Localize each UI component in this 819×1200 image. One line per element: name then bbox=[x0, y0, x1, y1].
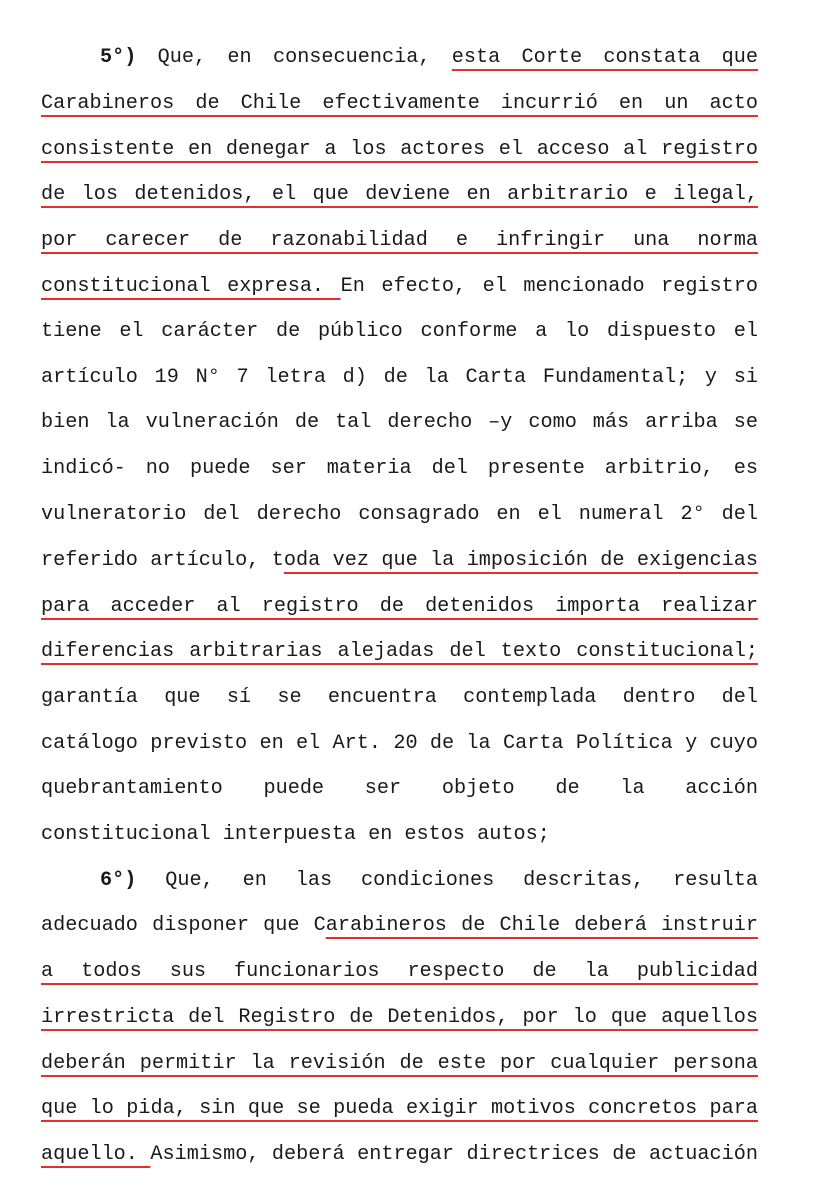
underlined-text: esta Corte constata que bbox=[451, 46, 758, 69]
text-line bbox=[41, 1006, 758, 1030]
underlined-text: deberán permitir la revisión de este por cualquier persona bbox=[41, 1052, 758, 1075]
text-segment: bien la vulneración de tal derecho –y como más arriba se bbox=[41, 411, 758, 434]
underlined-text: irrestricta del Registro de Detenidos, por lo que aquellos bbox=[41, 1006, 758, 1029]
underlined-text: que lo pida, sin que se pueda exigir motivos concretos para bbox=[41, 1097, 758, 1120]
text-line bbox=[100, 46, 758, 70]
text-line bbox=[41, 366, 758, 390]
text-line bbox=[41, 229, 758, 253]
text-segment: catálogo previsto en el Art. 20 de la Carta Política y cuyo bbox=[41, 732, 758, 755]
underlined-text: de los detenidos, el que deviene en arbitrario e ilegal, bbox=[41, 183, 758, 206]
text-line bbox=[100, 869, 758, 893]
text-segment: artículo 19 N° 7 letra d) de la Carta Fundamental; y si bbox=[41, 366, 758, 389]
text-segment: quebrantamiento puede ser objeto de la acción bbox=[41, 777, 758, 800]
underlined-text: oda vez que la imposición de exigencias bbox=[283, 549, 758, 572]
underlined-text: consistente en denegar a los actores el acceso al registro bbox=[41, 138, 758, 161]
text-segment: adecuado disponer que C bbox=[41, 914, 326, 937]
text-line bbox=[41, 914, 758, 938]
text-segment: indicó- no puede ser materia del presente arbitrio, es bbox=[41, 457, 758, 480]
underlined-text: a todos sus funcionarios respecto de la publicidad bbox=[41, 960, 758, 983]
underlined-text: Carabineros de Chile efectivamente incurrió en un acto bbox=[41, 92, 758, 115]
paragraph-number: 5°) bbox=[100, 46, 137, 69]
text-line bbox=[41, 732, 758, 756]
text-line bbox=[41, 320, 758, 344]
underlined-text: por carecer de razonabilidad e infringir una norma bbox=[41, 229, 758, 252]
text-segment: Asimismo, deberá entregar directrices de actuación bbox=[150, 1143, 758, 1166]
text-line bbox=[41, 960, 758, 984]
text-segment: garantía que sí se encuentra contemplada dentro del bbox=[41, 686, 758, 709]
text-segment: referido artículo, t bbox=[41, 549, 284, 572]
text-line bbox=[41, 777, 758, 801]
text-line bbox=[41, 1143, 758, 1167]
underlined-text: diferencias arbitrarias alejadas del texto constitucional; bbox=[41, 640, 758, 663]
underlined-text: arabineros de Chile deberá instruir bbox=[325, 914, 758, 937]
text-line bbox=[41, 823, 758, 847]
text-line bbox=[41, 1052, 758, 1076]
paragraph-number: 6°) bbox=[100, 869, 137, 892]
text-line bbox=[41, 503, 758, 527]
text-line bbox=[41, 92, 758, 116]
text-segment: Que, en las condiciones descritas, resulta bbox=[136, 869, 758, 892]
underlined-text: para acceder al registro de detenidos importa realizar bbox=[41, 595, 758, 618]
text-segment: vulneratorio del derecho consagrado en el numeral 2° del bbox=[41, 503, 758, 526]
text-line bbox=[41, 686, 758, 710]
underlined-text: constitucional expresa. bbox=[41, 275, 341, 298]
text-line bbox=[41, 595, 758, 619]
text-segment: En efecto, el mencionado registro bbox=[340, 275, 759, 298]
text-line bbox=[41, 640, 758, 664]
text-segment: Que, en consecuencia, bbox=[136, 46, 452, 69]
underlined-text: aquello. bbox=[41, 1143, 151, 1166]
text-line bbox=[41, 411, 758, 435]
text-line bbox=[41, 275, 758, 299]
text-line bbox=[41, 549, 758, 573]
text-line bbox=[41, 1097, 758, 1121]
text-segment: tiene el carácter de público conforme a lo dispuesto el bbox=[41, 320, 758, 343]
text-line bbox=[41, 457, 758, 481]
text-line bbox=[41, 138, 758, 162]
text-line bbox=[41, 183, 758, 207]
text-segment: constitucional interpuesta en estos autos; bbox=[41, 823, 550, 846]
